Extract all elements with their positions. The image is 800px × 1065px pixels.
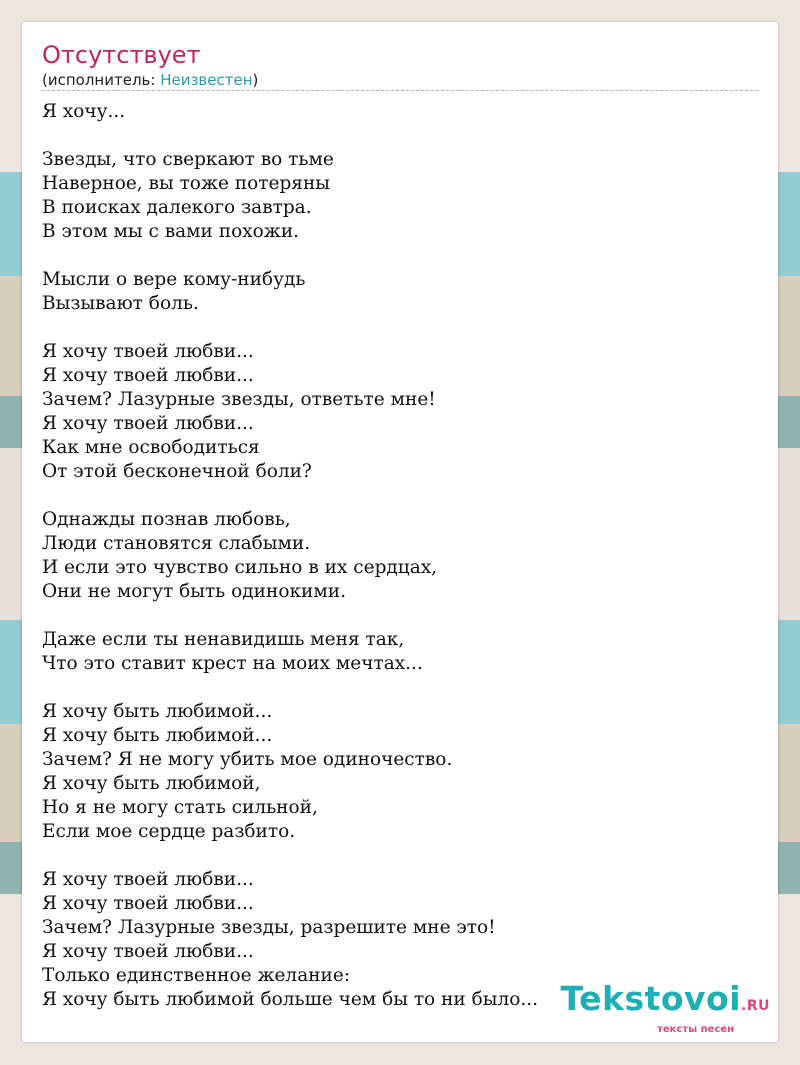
- lyric-line: Я хочу твоей любви...: [42, 869, 254, 890]
- lyric-line: Только единственное желание:: [42, 965, 351, 986]
- lyric-line: Я хочу быть любимой,: [42, 773, 261, 794]
- lyric-line: Люди становятся слабыми.: [42, 533, 311, 554]
- lyric-stanza: [42, 340, 758, 484]
- lyric-line: В этом мы с вами похожи.: [42, 221, 300, 242]
- lyric-line: Я хочу быть любимой...: [42, 725, 273, 746]
- lyric-stanza: [42, 268, 758, 316]
- lyric-line: Я хочу быть любимой больше чем бы то ни было...: [42, 989, 539, 1010]
- lyric-line: Мысли о вере кому-нибудь: [42, 269, 306, 290]
- artist-line: [42, 70, 758, 90]
- lyric-stanza: [42, 148, 758, 244]
- header-divider: [42, 90, 758, 91]
- lyric-stanza: [42, 700, 758, 844]
- lyric-line: Что это ставит крест на моих мечтах...: [42, 653, 423, 674]
- lyrics-card: [22, 22, 778, 1042]
- lyric-stanza: [42, 508, 758, 604]
- lyric-line: Зачем? Лазурные звезды, разрешите мне это!: [42, 917, 496, 938]
- lyric-line: Я хочу твоей любви...: [42, 365, 254, 386]
- site-logo[interactable]: [560, 981, 770, 1036]
- lyric-line: Звезды, что сверкают во тьме: [42, 149, 334, 170]
- logo-name: Tekstovoi: [560, 979, 742, 1018]
- lyric-line: Я хочу...: [42, 101, 126, 122]
- logo-tld: .RU: [741, 998, 770, 1014]
- lyric-line: Если мое сердце разбито.: [42, 821, 296, 842]
- lyric-line: Однажды познав любовь,: [42, 509, 291, 530]
- lyric-line: Даже если ты ненавидишь меня так,: [42, 629, 405, 650]
- lyric-line: И если это чувство сильно в их сердцах,: [42, 557, 438, 578]
- artist-prefix: (исполнитель:: [42, 71, 161, 89]
- lyrics-text: [42, 100, 758, 1036]
- lyric-line: Зачем? Я не могу убить мое одиночество.: [42, 749, 453, 770]
- lyric-line: Я хочу твоей любви...: [42, 413, 254, 434]
- song-title: Отсутствует: [42, 41, 201, 69]
- lyric-line: Но я не могу стать сильной,: [42, 797, 318, 818]
- lyric-line: Они не могут быть одинокими.: [42, 581, 346, 602]
- artist-link[interactable]: Неизвестен: [160, 71, 253, 89]
- lyric-line: Я хочу твоей любви...: [42, 893, 254, 914]
- lyric-line: Наверное, вы тоже потеряны: [42, 173, 331, 194]
- lyric-line: Я хочу твоей любви...: [42, 341, 254, 362]
- lyric-line: Зачем? Лазурные звезды, ответьте мне!: [42, 389, 436, 410]
- lyric-stanza: [42, 100, 758, 124]
- lyric-line: Вызывают боль.: [42, 293, 199, 314]
- lyric-line: Я хочу твоей любви...: [42, 941, 254, 962]
- logo-tagline: тексты песен: [657, 1024, 734, 1035]
- artist-suffix: ): [252, 71, 259, 89]
- lyric-line: Я хочу быть любимой...: [42, 701, 273, 722]
- lyric-stanza: [42, 628, 758, 676]
- song-header: [42, 40, 758, 90]
- lyric-line: В поисках далекого завтра.: [42, 197, 312, 218]
- lyric-line: Как мне освободиться: [42, 437, 260, 458]
- lyric-line: От этой бесконечной боли?: [42, 461, 312, 482]
